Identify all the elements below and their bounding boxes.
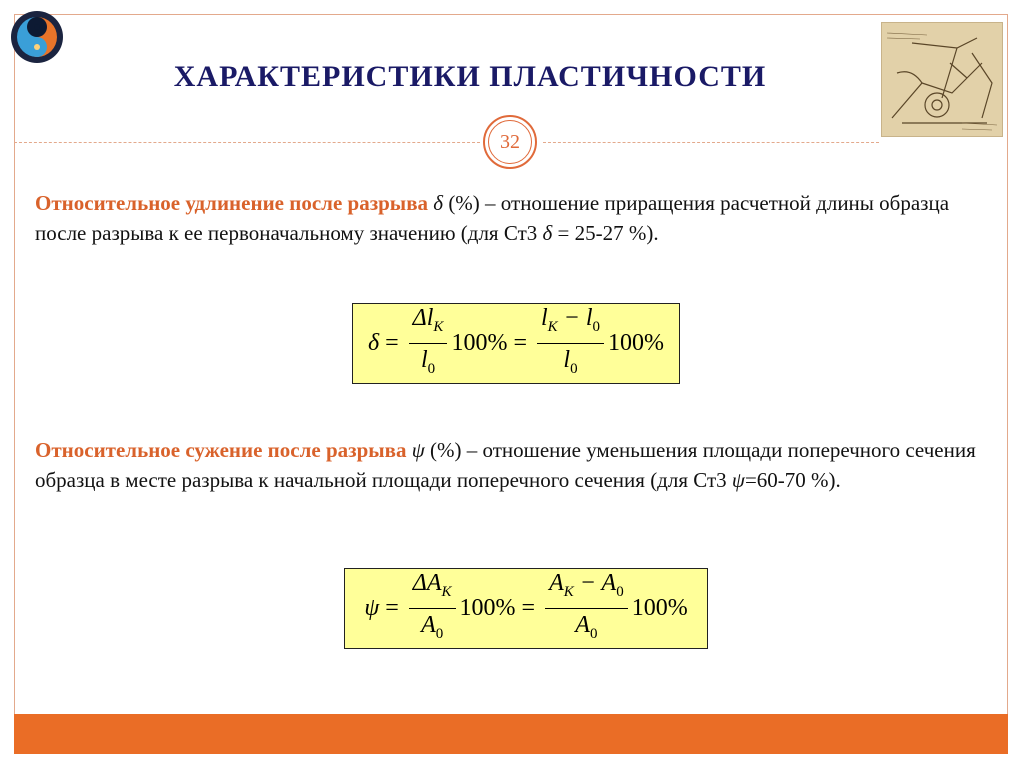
page-title: ХАРАКТЕРИСТИКИ ПЛАСТИЧНОСТИ (173, 60, 767, 93)
fraction-2 (537, 304, 604, 383)
term-elongation: Относительное удлинение после разрыва (35, 191, 429, 215)
page-number-badge (483, 115, 537, 169)
formula-equals: = (385, 330, 399, 356)
multiplier: 100% (459, 595, 516, 621)
definition-elongation (35, 188, 985, 248)
numerator-minus: − A (579, 570, 617, 597)
divider-left (14, 142, 480, 143)
subscript: 0 (570, 360, 578, 377)
definition-text: – отношение приращения расчетной длины образца после разрыва к ее первоначальному значению (для Ст3 (35, 191, 950, 245)
sketch-illustration (881, 22, 1003, 137)
fraction-1 (409, 569, 456, 648)
unit-percent: (%) (430, 438, 462, 462)
term-reduction: Относительное сужение после разрыва (35, 438, 407, 462)
subscript: K (563, 584, 574, 600)
definition-value: = 25-27 %). (557, 221, 659, 245)
symbol-psi: ψ (411, 438, 425, 462)
fraction-2 (545, 569, 628, 648)
numerator: ΔA (412, 570, 442, 597)
fraction-1 (409, 304, 448, 383)
symbol-psi-inline: ψ (731, 468, 745, 492)
definition-reduction (35, 435, 985, 495)
formula-lhs: δ (367, 330, 380, 356)
footer-bar (14, 714, 1008, 754)
denominator: A (421, 612, 436, 638)
symbol-delta-inline: δ (542, 221, 553, 245)
unit-percent: (%) (448, 191, 480, 215)
numerator-minus: − l (563, 305, 593, 332)
formula-elongation (352, 303, 680, 384)
numerator: A (549, 570, 564, 597)
definition-value: =60-70 %). (744, 468, 841, 492)
numerator: l (540, 305, 548, 332)
denominator: l (563, 347, 571, 373)
multiplier: 100% (451, 330, 508, 356)
formula-equals: = (521, 595, 536, 621)
formula-lhs: ψ (364, 595, 380, 621)
definition-text: – отношение уменьшения площади поперечного сечения образца в месте разрыва к начальной площади поперечного сечения (для Ст3 (35, 438, 976, 492)
subscript: 0 (589, 625, 598, 642)
subscript: K (547, 319, 558, 335)
denominator: A (575, 612, 590, 638)
denominator: l (420, 347, 428, 373)
symbol-delta: δ (433, 191, 444, 215)
subscript: 0 (616, 584, 624, 600)
subscript: K (441, 584, 452, 600)
subscript: K (433, 319, 444, 335)
multiplier: 100% (631, 595, 688, 621)
formula-equals: = (385, 595, 399, 621)
subscript: 0 (435, 625, 444, 642)
formula-equals: = (513, 330, 527, 356)
multiplier: 100% (608, 330, 665, 356)
page-number: 32 (500, 130, 520, 153)
divider-right (543, 142, 879, 143)
formula-reduction (344, 568, 708, 649)
subscript: 0 (427, 360, 436, 377)
numerator: Δl (412, 305, 434, 332)
logo-icon (10, 10, 64, 64)
subscript: 0 (592, 319, 601, 335)
